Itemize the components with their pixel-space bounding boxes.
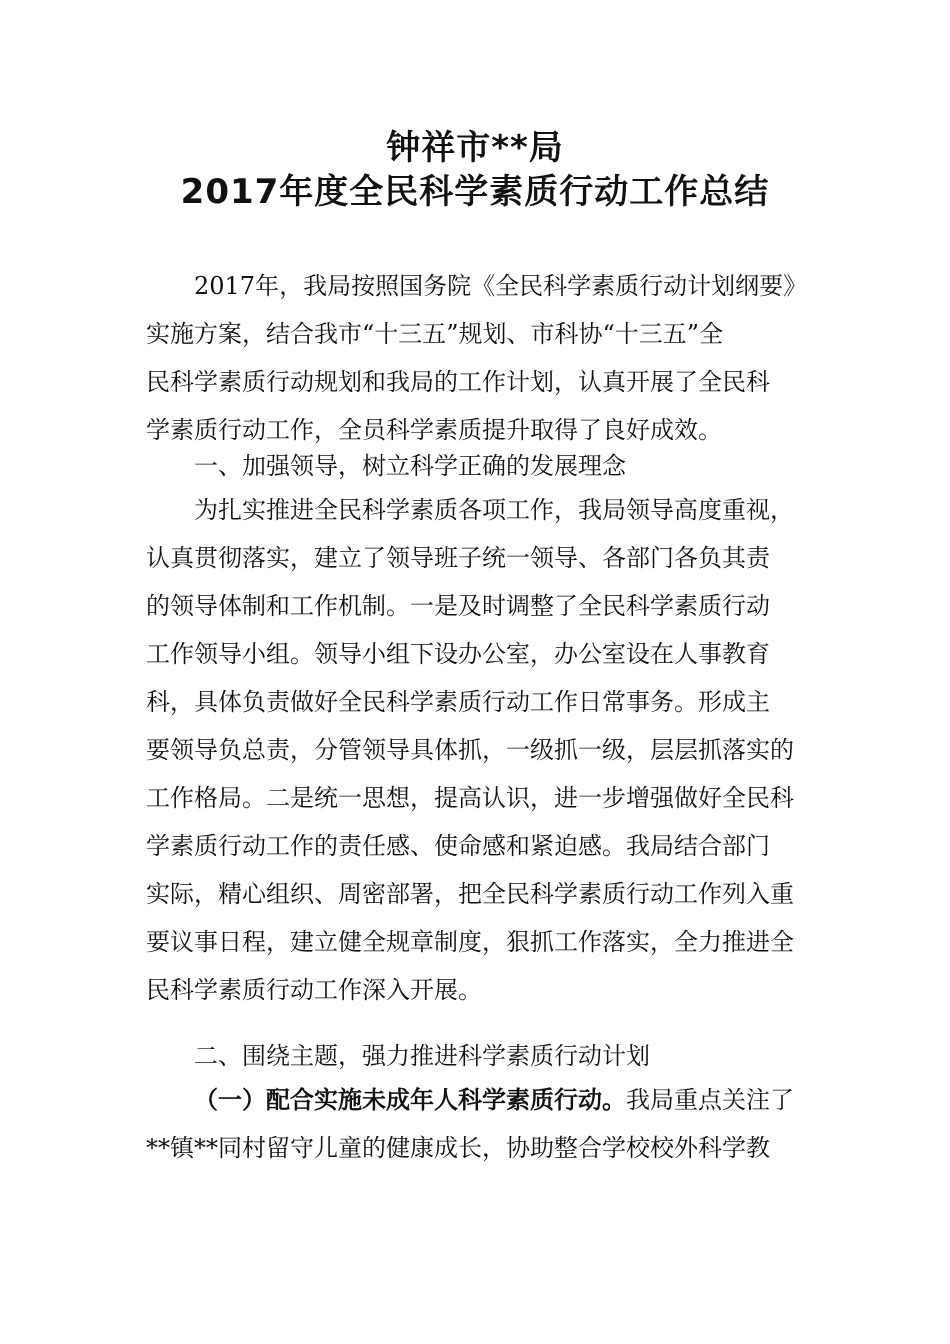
subsection-text: 我局重点关注了 xyxy=(626,1086,794,1114)
paragraph-line: 2017年，我局按照国务院《全民科学素质行动计划纲要》 xyxy=(194,272,808,300)
paragraph-line: 工作格局。二是统一思想，提高认识，进一步增强做好全民科 xyxy=(146,784,794,812)
paragraph-line: 实施方案，结合我市“十三五”规划、市科协“十三五”全 xyxy=(146,320,724,348)
paragraph-line: 的领导体制和工作机制。一是及时调整了全民科学素质行动 xyxy=(146,592,770,620)
paragraph-line: 科，具体负责做好全民科学素质行动工作日常事务。形成主 xyxy=(146,688,770,716)
paragraph-line: 认真贯彻落实，建立了领导班子统一领导、各部门各负其责 xyxy=(146,544,770,572)
paragraph-line: 要领导负总责，分管领导具体抓，一级抓一级，层层抓落实的 xyxy=(146,736,794,764)
document-title-line2: 2017年度全民科学素质行动工作总结 xyxy=(180,172,770,212)
section2-paragraph xyxy=(146,1076,818,1172)
paragraph-line: 为扎实推进全民科学素质各项工作，我局领导高度重视， xyxy=(194,496,794,524)
paragraph-line: **镇**同村留守儿童的健康成长，协助整合学校校外科学教 xyxy=(146,1134,770,1162)
paragraph-line xyxy=(146,1076,818,1124)
paragraph-line: 实际，精心组织、周密部署，把全民科学素质行动工作列入重 xyxy=(146,880,794,908)
intro-paragraph xyxy=(146,262,818,454)
section-heading-2: 二、围绕主题，强力推进科学素质行动计划 xyxy=(194,1042,650,1070)
paragraph-line: 民科学素质行动规划和我局的工作计划，认真开展了全民科 xyxy=(146,368,770,396)
paragraph-line: 民科学素质行动工作深入开展。 xyxy=(146,976,482,1004)
paragraph-line: 工作领导小组。领导小组下设办公室，办公室设在人事教育 xyxy=(146,640,770,668)
section-heading-1: 一、加强领导，树立科学正确的发展理念 xyxy=(194,452,626,480)
paragraph-line: 学素质行动工作，全员科学素质提升取得了良好成效。 xyxy=(146,416,722,444)
paragraph-line: 学素质行动工作的责任感、使命感和紧迫感。我局结合部门 xyxy=(146,832,770,860)
section1-paragraph xyxy=(146,486,818,1014)
document-title-line1: 钟祥市**局 xyxy=(386,128,564,168)
subsection-lead: （一）配合实施未成年人科学素质行动。 xyxy=(194,1086,626,1114)
paragraph-line: 要议事日程，建立健全规章制度，狠抓工作落实，全力推进全 xyxy=(146,928,794,956)
